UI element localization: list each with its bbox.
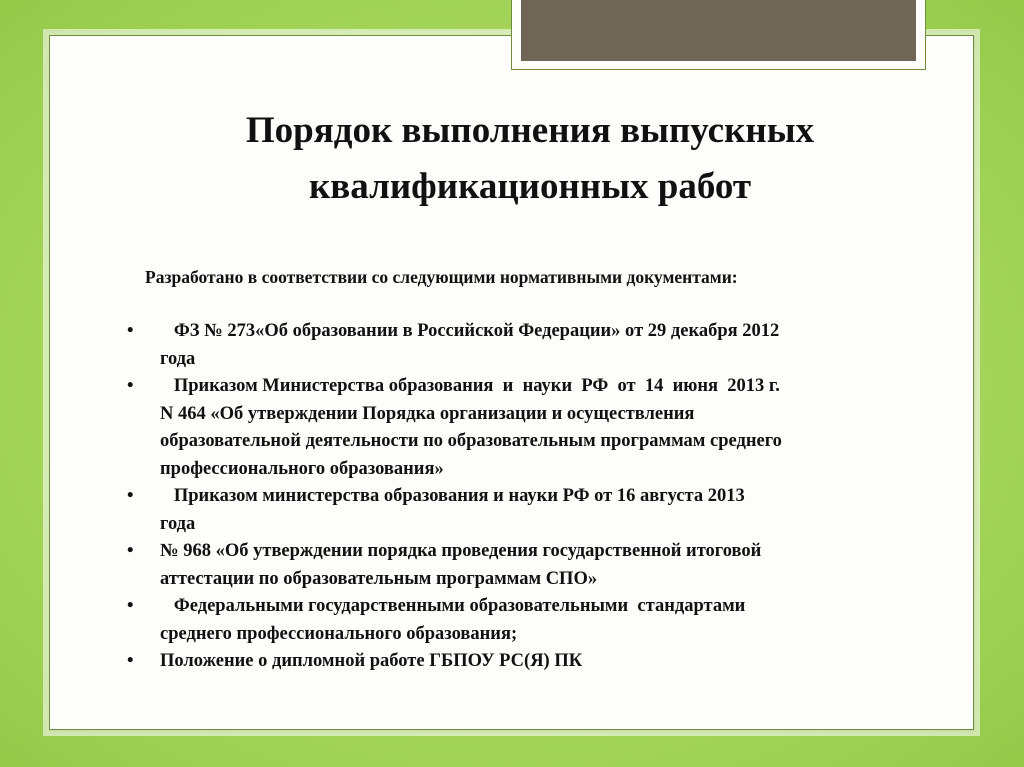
list-item bbox=[127, 648, 942, 676]
list-item-line: среднего профессионального образования; bbox=[160, 623, 518, 644]
title-line-1: Порядок выполнения выпускных bbox=[245, 110, 815, 151]
document-list bbox=[127, 318, 942, 676]
slide-title bbox=[120, 103, 940, 215]
list-item-line: образовательной деятельности по образовательным программам среднего bbox=[160, 431, 782, 451]
list-item bbox=[127, 483, 942, 538]
title-line-2: квалификационных работ bbox=[308, 166, 752, 207]
list-item bbox=[127, 373, 942, 483]
list-item-line: № 968 «Об утверждении порядка проведения государственной итоговой bbox=[160, 541, 762, 561]
list-item-line: N 464 «Об утверждении Порядка организации и осуществления bbox=[160, 403, 695, 424]
bullet-icon: • bbox=[127, 486, 134, 506]
bullet-icon: • bbox=[127, 596, 134, 616]
list-item-line: Приказом министерства образования и науки РФ от 16 августа 2013 bbox=[160, 486, 745, 506]
list-item bbox=[127, 593, 942, 648]
list-item-line: профессионального образования» bbox=[160, 458, 444, 479]
list-item-line: Положение о дипломной работе ГБПОУ РС(Я) ПК bbox=[160, 651, 583, 671]
list-item-line: Федеральными государственными образовательными стандартами bbox=[160, 596, 746, 616]
header-tab-bar bbox=[521, 0, 916, 61]
list-item-line: ФЗ № 273«Об образовании в Российской Федерации» от 29 декабря 2012 bbox=[160, 321, 780, 341]
bullet-icon: • bbox=[127, 321, 134, 341]
list-item-line: аттестации по образовательным программам СПО» bbox=[160, 568, 598, 589]
list-item bbox=[127, 538, 942, 593]
bullet-icon: • bbox=[127, 376, 134, 396]
list-item-line: Приказом Министерства образования и науки РФ от 14 июня 2013 г. bbox=[160, 376, 780, 396]
list-item bbox=[127, 318, 942, 373]
list-item-line: года bbox=[160, 513, 196, 534]
bullet-icon: • bbox=[127, 651, 134, 671]
slide-subtitle: Разработано в соответствии со следующими нормативными документами: bbox=[145, 267, 738, 287]
bullet-icon: • bbox=[127, 541, 134, 561]
list-item-line: года bbox=[160, 348, 196, 369]
